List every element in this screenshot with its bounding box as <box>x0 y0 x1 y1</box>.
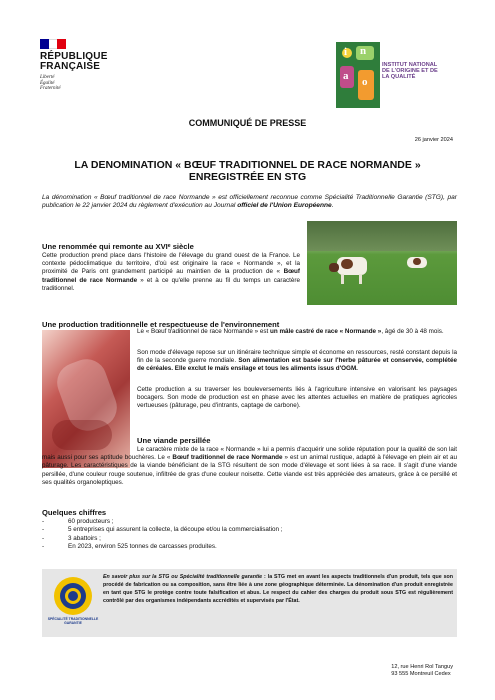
lead-bold: officiel de l'Union Européenne <box>237 202 332 210</box>
lead-end: . <box>331 202 334 210</box>
inao-letter-n: n <box>360 45 367 57</box>
page-title <box>0 159 495 183</box>
inao-letter-a: a <box>343 70 349 82</box>
inao-line-3: LA QUALITÉ <box>382 74 416 81</box>
title-line-2: ENREGISTRÉE EN STG <box>188 171 307 183</box>
devise-fraternite: Fraternité <box>40 86 61 92</box>
figure-abattoirs: 3 abattoirs ; <box>68 534 101 542</box>
list-item: - 3 abattoirs ; <box>42 534 101 542</box>
section-heading-renommee: Une renommée qui remonte au XVIᵉ siècle <box>42 242 194 251</box>
stg-info-text <box>103 573 453 605</box>
viande-paragraph <box>42 446 457 487</box>
inao-logo-icon <box>336 42 380 108</box>
production-paragraph-3: Cette production a su traverser les bouleversements liés à l'agriculture intensive en valorisant les paysages bocagers. Son mode de production est en phase avec les attentes actuelles en matière de pratiques agricoles vertueuses (pâturage, peu d'intrants, captage de carbone). <box>137 386 457 410</box>
renommee-text-1: Cette production prend place dans l'histoire de l'élevage du grand ouest de la France. Le contexte pédoclimatique du territoire, d'où est originaire la race « Normande », et la proximité de Paris ont grandement participé au maintien de la production de « <box>42 252 300 276</box>
renommee-text-2: » et à ce qu'elle prenne au fil du temps un caractère traditionnel. <box>42 276 300 292</box>
production-p1-a: Le « Bœuf traditionnel de race Normande » est <box>137 328 271 335</box>
figure-tonnes: En 2023, environ 525 tonnes de carcasses produites. <box>68 543 217 551</box>
marianne-flag-icon <box>40 39 66 49</box>
title-line-1: LA DENOMINATION « BŒUF TRADITIONNEL DE RACE NORMANDE » <box>74 159 421 171</box>
renommee-bold: Bœuf traditionnel de race Normande <box>42 268 300 284</box>
list-item: - 5 entreprises qui assurent la collecte, la découpe et/ou la commercialisation ; <box>42 526 283 534</box>
section-renommee-text <box>42 252 300 293</box>
figures-list <box>42 518 457 552</box>
section-heading-production: Une production traditionnelle et respectueuse de l'environnement <box>42 320 280 329</box>
press-release-label: COMMUNIQUÉ DE PRESSE <box>188 118 307 128</box>
stg-info-intro: En savoir plus sur la STG ou Spécialité traditionnelle garantie <box>103 574 263 580</box>
address-line-2: 93 555 Montreuil Cedex <box>391 671 451 677</box>
viande-bold: Bœuf traditionnel de race Normande <box>172 454 283 462</box>
viande-text-c: » est un animal rustique, adapté à l'élevage en plein air et au pâturage. Les caractéristiques de la viande bénéficiant de la STG résultent de son mode d'élevage et sont liées à sa race. Il s'agit d'une viande persillée, d'une couleur rouge soutenue, infiltrée de gras d'une couleur noisette. Cette viande est très appréciée des amateurs, grâce à ce persillé et ses qualités organoleptiques. <box>42 454 457 486</box>
production-paragraph-1 <box>137 328 457 336</box>
production-paragraph-2 <box>137 349 457 374</box>
address-line-1: 12, rue Henri Rol Tanguy <box>391 664 453 670</box>
inao-name <box>382 62 438 81</box>
inao-line-2: DE L'ORIGINE ET DE <box>382 68 438 75</box>
inao-letter-o: o <box>362 76 368 88</box>
footer-address <box>391 664 453 678</box>
release-date: 26 janvier 2024 <box>414 137 453 143</box>
section-heading-chiffres: Quelques chiffres <box>42 508 107 517</box>
stg-label-icon <box>54 577 92 615</box>
production-p2-a: Son mode d'élevage repose sur un itinéraire technique simple et économe en ressources, resté constant depuis la fin de la seconde guerre mondiale. <box>137 349 457 365</box>
cows-photo <box>307 221 457 305</box>
devise-liberte: Liberté <box>40 75 55 80</box>
lead-text: La dénomination « Bœuf traditionnel de race Normande » est officiellement reconnue comme Spécialité Traditionnelle Garantie (STG), par publication le 22 janvier 2024 du règlement d'exécution au Journal <box>42 194 457 210</box>
republique-word: RÉPUBLIQUE <box>40 51 108 62</box>
inao-line-1: INSTITUT NATIONAL <box>382 62 438 68</box>
republique-francaise-logo <box>40 52 108 72</box>
list-item: - 60 producteurs ; <box>42 518 114 525</box>
figure-companies: 5 entreprises qui assurent la collecte, la découpe et/ou la commercialisation ; <box>68 526 283 534</box>
stg-logo-caption: SPÉCIALITÉ TRADITIONNELLE GARANTIE <box>47 617 99 625</box>
lead-paragraph <box>42 194 457 210</box>
devise-egalite: Égalité <box>40 80 55 86</box>
inao-letter-i: i <box>344 46 348 58</box>
list-item: - En 2023, environ 525 tonnes de carcasses produites. <box>42 543 217 551</box>
production-p1-c: , âgé de 30 à 48 mois. <box>381 328 444 335</box>
figure-producers: 60 producteurs ; <box>68 518 114 525</box>
francaise-word: FRANÇAISE <box>40 61 101 72</box>
section-heading-viande: Une viande persillée <box>137 436 211 445</box>
viande-text-a: Le caractère mixte de la race « Normande » lui a permis d'acquérir une solide réputation pour la qualité de son lait mais aussi pour ses aptitude bouchères. Le « <box>42 446 457 462</box>
production-p2-b: Son alimentation est basée sur l'herbe pâturée et conservée, complétée de céréales. Elle exclut le maïs ensilage et tous les aliments issus d'OGM. <box>137 357 457 373</box>
devise <box>40 75 61 92</box>
stg-info-body: : la STG met en avant les aspects traditionnels d'un produit, tels que son procédé de fabrication ou sa composition, sans être liée à une zone géographique déterminée. La dénomination d'un produit enregistrée en tant que STG le protège contre toute falsification et abus. Le respect du cahier des charges du produit sous STG est régulièrement contrôlé par des organismes indépendants accrédités et supervisés par l'État. <box>103 574 453 604</box>
production-p1-b: un mâle castré de race « Normande » <box>270 328 382 335</box>
